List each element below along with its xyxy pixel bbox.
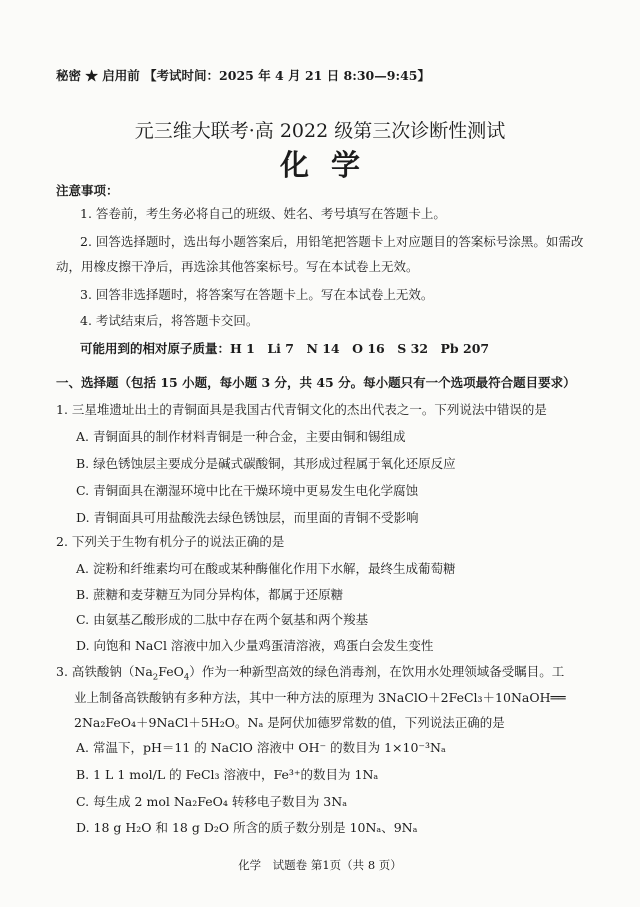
subject-title: 化学	[279, 148, 382, 182]
question-stem: 3. 高铁酸钠$(Na_2FeO_4)$作为一种新型高效的绿色消毒剂，在饮用水处理领域备受瞩目。工	[56, 664, 565, 683]
question-stem: 2. 下列关于生物有机分子的说法正确的是	[56, 534, 285, 549]
option-c: C. 青铜面具在潮湿环境中比在干燥环境中更易发生电化学腐蚀	[76, 483, 419, 498]
note-item: 4. 考试结束后，将答题卡交回。	[80, 313, 259, 328]
note-item: 1. 答卷前，考生务必将自己的班级、姓名、考号填写在答题卡上。	[80, 206, 446, 221]
option-c: C. 每生成 2 mol Na₂FeO₄ 转移电子数目为 3Nₐ	[76, 794, 348, 809]
option-b: B. 蔗糖和麦芽糖互为同分异构体，都属于还原糖	[76, 587, 344, 602]
page-footer: 化学 试题卷 第1页（共 8 页）	[238, 858, 402, 872]
option-a: A. 青铜面具的制作材料青铜是一种合金，主要由铜和锡组成	[76, 429, 406, 444]
option-d: D. 18 g H₂O 和 18 g D₂O 所含的质子数分别是 10Nₐ、9Nₐ	[76, 820, 418, 835]
atomic-masses: 可能用到的相对原子质量：H 1 Li 7 N 14 O 16 S 32 Pb 207	[80, 341, 490, 356]
note-item: 2. 回答选择题时，选出每小题答案后，用铅笔把答题卡上对应题目的答案标号涂黑。如需改动，用橡皮擦干净后，再选涂其他答案标号。写在本试卷上无效。	[56, 234, 584, 274]
question-stem: 1. 三星堆遗址出土的青铜面具是我国古代青铜文化的杰出代表之一。下列说法中错误的是	[56, 402, 547, 417]
option-a: A. 淀粉和纤维素均可在酸或某种酶催化作用下水解，最终生成葡萄糖	[76, 561, 456, 576]
exam-title: 元三维大联考·高 2022 级第三次诊断性测试	[134, 120, 506, 142]
option-d: D. 青铜面具可用盐酸洗去绿色锈蚀层，而里面的青铜不受影响	[76, 510, 419, 525]
confidential-line: 秘密 ★ 启用前 【考试时间：2025 年 4 月 21 日 8:30—9:45】	[56, 68, 430, 83]
note-item: 3. 回答非选择题时，将答案写在答题卡上。写在本试卷上无效。	[80, 287, 434, 302]
option-d: D. 向饱和 NaCl 溶液中加入少量鸡蛋清溶液，鸡蛋白会发生变性	[76, 638, 434, 653]
option-b: B. 绿色锈蚀层主要成分是碱式碳酸铜，其形成过程属于氧化还原反应	[76, 456, 456, 471]
option-b: B. 1 L 1 mol/L 的 FeCl₃ 溶液中，Fe³⁺的数目为 1Nₐ	[76, 767, 379, 782]
notes-heading: 注意事项：	[56, 183, 119, 198]
option-c: C. 由氨基乙酸形成的二肽中存在两个氨基和两个羧基	[76, 612, 369, 627]
question-stem-line: 2Na₂FeO₄＋9NaCl＋5H₂O。Nₐ 是阿伏加德罗常数的值，下列说法正确的是	[74, 715, 505, 730]
question-stem-line: 业上制备高铁酸钠有多种方法，其中一种方法的原理为 3NaClO＋2FeCl₃＋10NaOH══	[74, 690, 566, 705]
option-a: A. 常温下，pH＝11 的 NaClO 溶液中 OH⁻ 的数目为 1×10⁻³Nₐ	[76, 740, 446, 755]
section-heading: 一、选择题（包括 15 小题，每小题 3 分，共 45 分。每小题只有一个选项最符合题目要求）	[56, 375, 576, 390]
